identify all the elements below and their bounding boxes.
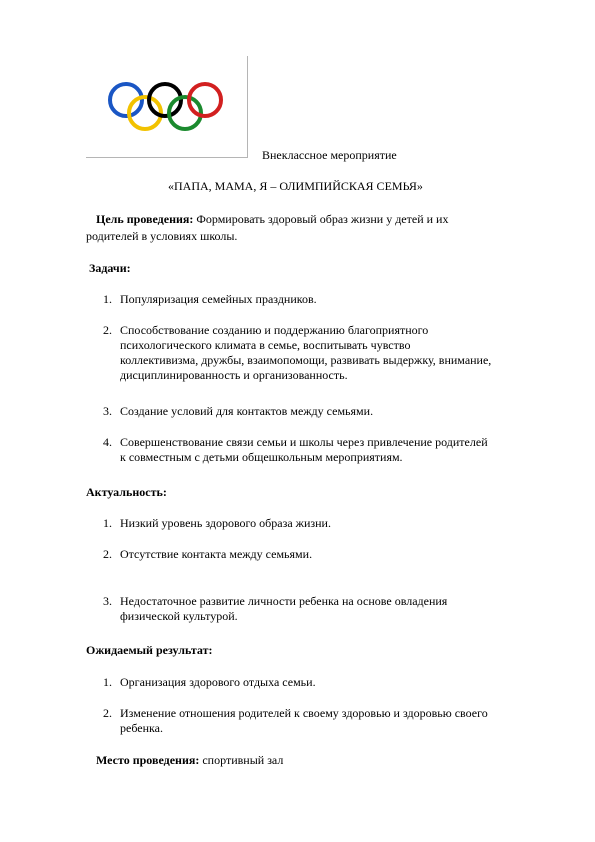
tasks-heading: Задачи:: [89, 261, 131, 275]
list-line: дисциплинированность и организованность.: [120, 368, 348, 382]
list-number: 1.: [103, 292, 112, 306]
list-line: Изменение отношения родителей к своему здоровью и здоровью своего: [120, 706, 488, 720]
relevance-heading: Актуальность:: [86, 485, 167, 499]
list-number: 3.: [103, 594, 112, 608]
venue-label: Место проведения:: [96, 753, 200, 767]
olympic-rings-icon: [106, 80, 230, 134]
list-number: 4.: [103, 435, 112, 449]
list-line: Совершенствование связи семьи и школы через привлечение родителей: [120, 435, 488, 449]
list-number: 2.: [103, 706, 112, 720]
venue-value: спортивный зал: [199, 753, 284, 767]
list-line: Низкий уровень здорового образа жизни.: [120, 516, 331, 530]
goal-line-1: [96, 212, 448, 227]
list-number: 2.: [103, 547, 112, 561]
list-number: 1.: [103, 675, 112, 689]
event-type: Внеклассное мероприятие: [262, 148, 397, 162]
goal-label: Цель проведения:: [96, 212, 194, 226]
list-line: к совместным с детьми общешкольным мероприятиям.: [120, 450, 403, 464]
venue-line: [96, 753, 283, 768]
list-line: коллективизма, дружбы, взаимопомощи, развивать выдержку, внимание,: [120, 353, 492, 367]
list-line: ребенка.: [120, 721, 163, 735]
list-line: Организация здорового отдыха семьи.: [120, 675, 316, 689]
list-line: Недостаточное развитие личности ребенка на основе овладения: [120, 594, 448, 608]
list-line: Отсутствие контакта между семьями.: [120, 547, 313, 561]
list-line: Создание условий для контактов между семьями.: [120, 404, 374, 418]
list-line: Способствование созданию и поддержанию благоприятного: [120, 323, 429, 337]
result-heading: Ожидаемый результат:: [86, 643, 213, 657]
goal-text-1: Формировать здоровый образ жизни у детей и их: [193, 212, 449, 226]
page-title: «ПАПА, МАМА, Я – ОЛИМПИЙСКАЯ СЕМЬЯ»: [168, 179, 423, 193]
list-line: физической культурой.: [120, 609, 238, 623]
logo-frame: [86, 56, 248, 158]
list-number: 2.: [103, 323, 112, 337]
list-line: психологического климата в семье, воспитывать чувство: [120, 338, 411, 352]
list-number: 3.: [103, 404, 112, 418]
list-line: Популяризация семейных праздников.: [120, 292, 317, 306]
goal-text-2: родителей в условиях школы.: [86, 229, 238, 243]
list-number: 1.: [103, 516, 112, 530]
